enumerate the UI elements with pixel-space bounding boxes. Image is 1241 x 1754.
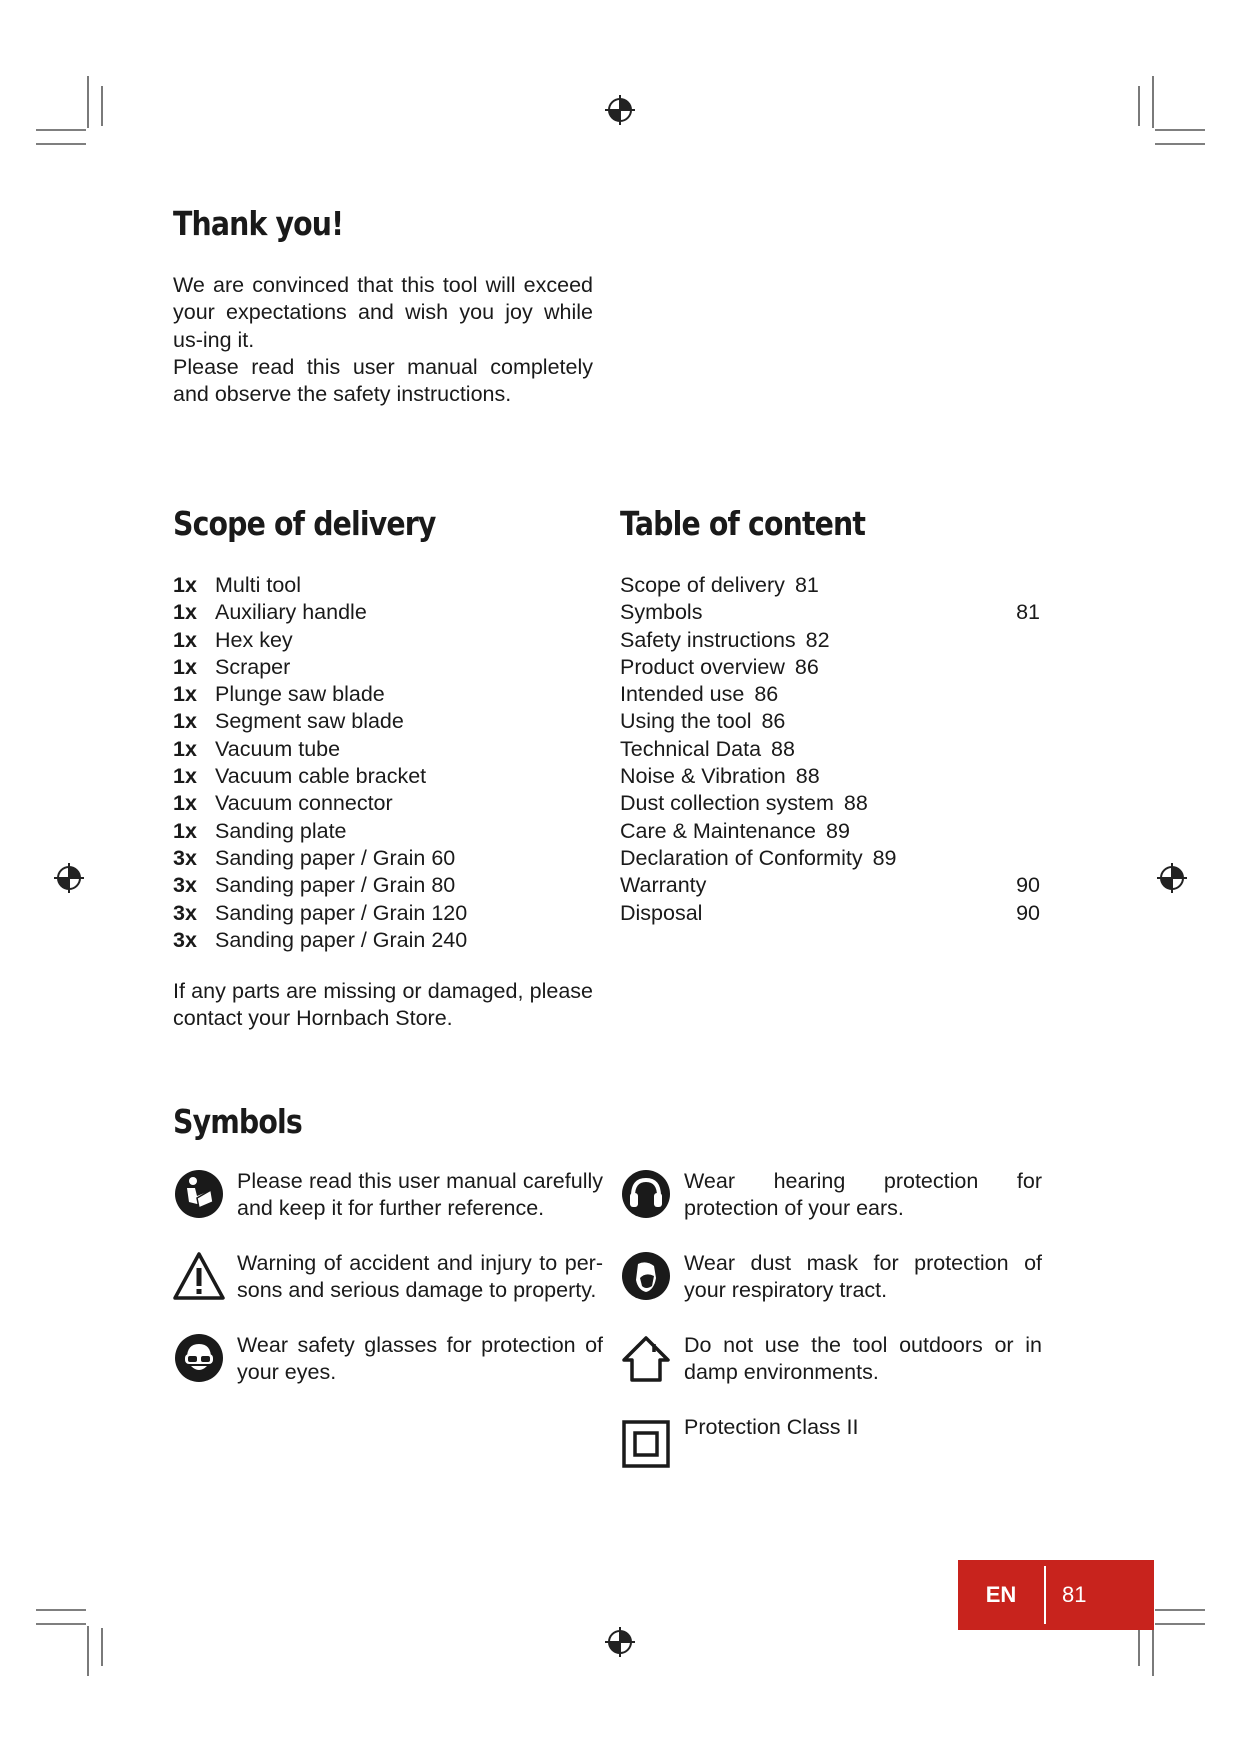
toc-label: Symbols <box>620 600 703 625</box>
symbols-heading: Symbols <box>173 1102 302 1141</box>
delivery-name: Sanding paper / Grain 120 <box>215 900 468 925</box>
registration-mark-icon <box>604 1626 636 1658</box>
toc-entry-main <box>620 845 897 872</box>
toc-entry[interactable] <box>620 627 1040 654</box>
toc-entry[interactable] <box>620 681 1040 708</box>
toc-label: Care & Maintenance <box>620 818 816 843</box>
toc-label: Product overview <box>620 654 785 679</box>
page-number: 81 <box>1062 1582 1087 1607</box>
toc-entry[interactable] <box>620 763 1040 790</box>
thank-you-heading: Thank you! <box>173 204 344 243</box>
delivery-item <box>173 818 593 845</box>
delivery-qty: 1x <box>173 736 197 761</box>
registration-mark-icon <box>53 862 85 894</box>
symbol-indoor-use <box>620 1332 1042 1387</box>
toc-label: Intended use <box>620 682 745 707</box>
delivery-qty: 1x <box>173 654 197 679</box>
registration-mark-icon <box>1156 862 1188 894</box>
toc-entry-main <box>620 681 778 708</box>
registration-mark-icon <box>604 94 636 126</box>
symbol-text: Wear dust mask for protection of your respiratory tract. <box>684 1251 1042 1303</box>
delivery-list <box>173 572 593 954</box>
toc-entry[interactable] <box>620 818 1040 845</box>
delivery-item <box>173 681 593 708</box>
toc-page: 90 <box>1016 873 1040 898</box>
symbol-text: Warning of accident and injury to per-sons and serious damage to property. <box>237 1251 603 1303</box>
delivery-item <box>173 599 593 626</box>
delivery-qty: 1x <box>173 791 197 816</box>
toc-page: 86 <box>761 709 786 734</box>
toc-label: Dust collection system <box>620 791 834 816</box>
toc-entry[interactable] <box>620 790 1040 817</box>
toc-entry-main <box>620 736 795 763</box>
symbol-dust-mask <box>620 1250 1042 1305</box>
thank-you-text <box>173 272 593 408</box>
toc-entry[interactable] <box>620 654 1040 681</box>
language-label: EN <box>985 1582 1017 1607</box>
toc-heading: Table of content <box>620 504 866 543</box>
toc-page: 86 <box>754 682 779 707</box>
toc-label: Scope of delivery <box>620 573 785 597</box>
delivery-qty: 1x <box>173 600 197 625</box>
indoor-use-icon <box>620 1332 672 1384</box>
delivery-name: Sanding paper / Grain 80 <box>215 873 456 898</box>
protection-class-ii-icon <box>620 1418 672 1470</box>
toc-page: 88 <box>771 736 795 761</box>
delivery-qty: 3x <box>173 927 197 952</box>
delivery-name: Auxiliary handle <box>215 600 367 625</box>
toc-entry-main <box>620 872 706 899</box>
delivery-item <box>173 790 593 817</box>
toc-entry[interactable] <box>620 736 1040 763</box>
toc-entry-main <box>620 763 820 790</box>
delivery-item <box>173 654 593 681</box>
page-badge <box>958 1560 1154 1630</box>
toc-label: Declaration of Conformity <box>620 845 863 870</box>
toc-entry[interactable] <box>620 900 1040 927</box>
delivery-item <box>173 708 593 735</box>
delivery-name: Sanding paper / Grain 60 <box>215 845 456 870</box>
toc-label: Warranty <box>620 873 707 898</box>
toc-page: 88 <box>843 791 868 816</box>
delivery-qty: 1x <box>173 627 197 652</box>
toc-entry-main <box>620 708 785 735</box>
toc-label: Noise & Vibration <box>620 764 786 789</box>
delivery-name: Vacuum connector <box>215 791 393 816</box>
safety-glasses-icon <box>173 1332 225 1384</box>
toc-list <box>620 572 1040 927</box>
thank-you-paragraph: Please read this user manual completely and observe the safety instructions. <box>173 354 593 407</box>
toc-label: Using the tool <box>620 709 752 734</box>
delivery-item <box>173 845 593 872</box>
delivery-name: Scraper <box>215 654 291 679</box>
delivery-qty: 1x <box>173 682 197 707</box>
dust-mask-icon <box>620 1250 672 1302</box>
symbol-warning <box>173 1250 603 1305</box>
delivery-item <box>173 572 593 599</box>
symbol-hearing-protection <box>620 1168 1042 1223</box>
toc-entry-main <box>620 654 819 681</box>
thank-you-paragraph: We are convinced that this tool will exceed your expectations and wish you joy while us-ing it. <box>173 273 593 352</box>
toc-page: 88 <box>795 764 820 789</box>
toc-label: Technical Data <box>620 736 762 761</box>
symbol-text: Please read this user manual carefully and keep it for further reference. <box>237 1169 603 1221</box>
toc-entry[interactable] <box>620 845 1040 872</box>
toc-page: 86 <box>794 654 819 679</box>
toc-entry-main <box>620 572 819 599</box>
toc-entry-main <box>620 790 868 817</box>
delivery-name: Plunge saw blade <box>215 682 385 707</box>
toc-label: Disposal <box>620 900 703 925</box>
delivery-name: Vacuum cable bracket <box>215 764 427 789</box>
toc-entry[interactable] <box>620 708 1040 735</box>
delivery-name: Vacuum tube <box>215 736 341 761</box>
symbol-text: Do not use the tool outdoors or in damp environments. <box>684 1333 1042 1385</box>
delivery-item <box>173 763 593 790</box>
delivery-item <box>173 900 593 927</box>
delivery-qty: 1x <box>173 818 197 843</box>
delivery-item <box>173 927 593 954</box>
delivery-item <box>173 872 593 899</box>
delivery-name: Segment saw blade <box>215 709 404 734</box>
delivery-name: Hex key <box>215 627 293 652</box>
delivery-name: Multi tool <box>215 573 302 597</box>
toc-entry[interactable] <box>620 599 1040 626</box>
toc-page: 89 <box>872 845 897 870</box>
symbol-safety-glasses <box>173 1332 603 1387</box>
delivery-item <box>173 736 593 763</box>
delivery-item <box>173 627 593 654</box>
toc-page: 81 <box>1016 600 1040 625</box>
delivery-qty: 3x <box>173 845 197 870</box>
toc-page: 82 <box>805 627 830 652</box>
symbol-text: Wear hearing protection for protection of your ears. <box>684 1169 1042 1221</box>
scope-heading: Scope of delivery <box>173 504 436 543</box>
toc-page: 81 <box>794 573 819 597</box>
toc-entry-main <box>620 818 850 845</box>
delivery-qty: 1x <box>173 764 197 789</box>
delivery-qty: 1x <box>173 573 197 597</box>
read-manual-icon <box>173 1168 225 1220</box>
toc-page: 89 <box>826 818 850 843</box>
hearing-protection-icon <box>620 1168 672 1220</box>
delivery-qty: 1x <box>173 709 197 734</box>
symbol-protection-class <box>620 1414 1042 1470</box>
toc-page: 90 <box>1016 900 1040 925</box>
delivery-name: Sanding plate <box>215 818 347 843</box>
delivery-name: Sanding paper / Grain 240 <box>215 927 468 952</box>
symbol-text: Protection Class II <box>684 1415 859 1439</box>
toc-label: Safety instructions <box>620 627 796 652</box>
warning-triangle-icon <box>173 1250 225 1302</box>
symbol-text: Wear safety glasses for protection of your eyes. <box>237 1333 603 1385</box>
toc-entry[interactable] <box>620 872 1040 899</box>
toc-entry[interactable] <box>620 572 1040 599</box>
missing-parts-note: If any parts are missing or damaged, please contact your Hornbach Store. <box>173 979 593 1031</box>
delivery-qty: 3x <box>173 873 197 898</box>
toc-entry-main <box>620 900 702 927</box>
toc-entry-main <box>620 627 830 654</box>
toc-entry-main <box>620 599 702 626</box>
delivery-qty: 3x <box>173 900 197 925</box>
symbol-read-manual <box>173 1168 603 1223</box>
